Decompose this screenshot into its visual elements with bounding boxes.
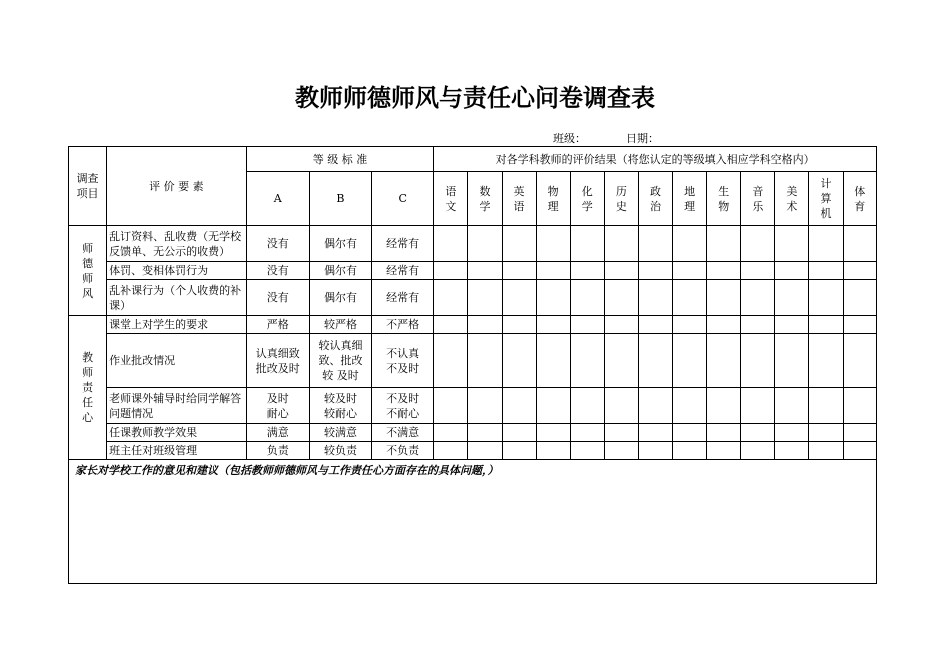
subject-header: 计 算 机 [809, 172, 843, 226]
rating-cell[interactable] [809, 424, 843, 442]
grade-b-header: B [309, 172, 371, 226]
rating-cell[interactable] [536, 334, 570, 388]
rating-cell[interactable] [741, 226, 775, 262]
rating-cell[interactable] [843, 388, 876, 424]
rating-cell[interactable] [673, 316, 707, 334]
header-subject-results: 对各学科教师的评价结果（将您认定的等级填入相应学科空格内） [434, 147, 877, 172]
rating-cell[interactable] [673, 442, 707, 460]
rating-cell[interactable] [809, 388, 843, 424]
rating-cell[interactable] [570, 334, 604, 388]
rating-cell[interactable] [434, 316, 468, 334]
rating-cell[interactable] [809, 262, 843, 280]
rating-cell[interactable] [809, 334, 843, 388]
row-fees [69, 226, 877, 262]
rating-cell[interactable] [775, 424, 809, 442]
rating-cell[interactable] [707, 262, 741, 280]
rating-cell[interactable] [434, 442, 468, 460]
rating-cell[interactable] [434, 388, 468, 424]
grade-a-text: 负责 [246, 442, 309, 460]
rating-cell[interactable] [775, 334, 809, 388]
rating-cell[interactable] [536, 226, 570, 262]
rating-cell[interactable] [502, 424, 536, 442]
rating-cell[interactable] [775, 262, 809, 280]
criteria-text: 乱补课行为（个人收费的补课） [107, 280, 247, 316]
subject-header: 物 理 [536, 172, 570, 226]
rating-cell[interactable] [604, 442, 638, 460]
rating-cell[interactable] [502, 334, 536, 388]
subject-header: 化 学 [570, 172, 604, 226]
rating-cell[interactable] [604, 280, 638, 316]
rating-cell[interactable] [638, 424, 672, 442]
rating-cell[interactable] [843, 334, 876, 388]
grade-c-text: 不负责 [372, 442, 434, 460]
rating-cell[interactable] [843, 316, 876, 334]
rating-cell[interactable] [707, 316, 741, 334]
row-private-tutoring [69, 280, 877, 316]
grade-c-header: C [372, 172, 434, 226]
rating-cell[interactable] [570, 316, 604, 334]
rating-cell[interactable] [673, 424, 707, 442]
grade-b-text: 较认真细 致、批改 较 及时 [309, 334, 371, 388]
rating-cell[interactable] [604, 388, 638, 424]
rating-cell[interactable] [638, 262, 672, 280]
rating-cell[interactable] [809, 280, 843, 316]
rating-cell[interactable] [604, 334, 638, 388]
row-after-class-tutoring [69, 388, 877, 424]
rating-cell[interactable] [536, 316, 570, 334]
rating-cell[interactable] [673, 226, 707, 262]
subject-header: 生 物 [707, 172, 741, 226]
rating-cell[interactable] [468, 226, 502, 262]
rating-cell[interactable] [741, 334, 775, 388]
rating-cell[interactable] [536, 280, 570, 316]
rating-cell[interactable] [741, 316, 775, 334]
rating-cell[interactable] [536, 424, 570, 442]
rating-cell[interactable] [843, 442, 876, 460]
rating-cell[interactable] [570, 424, 604, 442]
subject-header: 美 术 [775, 172, 809, 226]
criteria-text: 任课教师教学效果 [107, 424, 247, 442]
rating-cell[interactable] [707, 334, 741, 388]
grade-a-text: 没有 [246, 226, 309, 262]
survey-table [68, 146, 877, 584]
rating-cell[interactable] [536, 388, 570, 424]
grade-b-text: 较及时 较耐心 [309, 388, 371, 424]
rating-cell[interactable] [843, 280, 876, 316]
rating-cell[interactable] [775, 316, 809, 334]
subject-header: 英 语 [502, 172, 536, 226]
rating-cell[interactable] [502, 280, 536, 316]
subject-header: 地 理 [673, 172, 707, 226]
rating-cell[interactable] [570, 280, 604, 316]
page-title: 教师师德师风与责任心问卷调查表 [295, 84, 655, 112]
feedback-row [69, 460, 877, 584]
rating-cell[interactable] [638, 226, 672, 262]
rating-cell[interactable] [707, 442, 741, 460]
rating-cell[interactable] [843, 226, 876, 262]
rating-cell[interactable] [775, 280, 809, 316]
rating-cell[interactable] [707, 280, 741, 316]
rating-cell[interactable] [741, 442, 775, 460]
feedback-prompt: 家长对学校工作的意见和建议（包括教师师德师风与工作责任心方面存在的具体问题，） [75, 464, 499, 477]
grade-b-text: 较负责 [309, 442, 371, 460]
rating-cell[interactable] [809, 226, 843, 262]
rating-cell[interactable] [638, 280, 672, 316]
rating-cell[interactable] [741, 424, 775, 442]
grade-c-text: 经常有 [372, 280, 434, 316]
category-responsibility: 教 师 责 任 心 [69, 316, 107, 460]
rating-cell[interactable] [604, 424, 638, 442]
rating-cell[interactable] [638, 316, 672, 334]
rating-cell[interactable] [468, 280, 502, 316]
grade-c-text: 经常有 [372, 262, 434, 280]
rating-cell[interactable] [570, 388, 604, 424]
row-teaching-effect [69, 424, 877, 442]
row-classroom-requirements [69, 316, 877, 334]
rating-cell[interactable] [809, 442, 843, 460]
rating-cell[interactable] [434, 424, 468, 442]
rating-cell[interactable] [468, 424, 502, 442]
subject-header: 音 乐 [741, 172, 775, 226]
rating-cell[interactable] [707, 424, 741, 442]
date-field [626, 130, 659, 146]
rating-cell[interactable] [570, 262, 604, 280]
grade-b-text: 偶尔有 [309, 280, 371, 316]
rating-cell[interactable] [741, 388, 775, 424]
rating-cell[interactable] [604, 226, 638, 262]
rating-cell[interactable] [673, 388, 707, 424]
criteria-text: 班主任对班级管理 [107, 442, 247, 460]
feedback-area[interactable] [69, 460, 877, 584]
subject-header: 语 文 [434, 172, 468, 226]
grade-a-header: A [246, 172, 309, 226]
category-ethics: 师 德 师 风 [69, 226, 107, 316]
criteria-text: 老师课外辅导时给同学解答问题情况 [107, 388, 247, 424]
criteria-text: 体罚、变相体罚行为 [107, 262, 247, 280]
class-label: 班级： [553, 132, 586, 145]
rating-cell[interactable] [638, 442, 672, 460]
header-grade-standard: 等 级 标 准 [246, 147, 434, 172]
rating-cell[interactable] [502, 226, 536, 262]
rating-cell[interactable] [638, 388, 672, 424]
rating-cell[interactable] [536, 262, 570, 280]
row-corporal-punishment [69, 262, 877, 280]
rating-cell[interactable] [468, 388, 502, 424]
rating-cell[interactable] [536, 442, 570, 460]
rating-cell[interactable] [468, 334, 502, 388]
grade-a-text: 严格 [246, 316, 309, 334]
criteria-text: 乱订资料、乱收费（无学校反馈单、无公示的收费） [107, 226, 247, 262]
grade-b-text: 偶尔有 [309, 262, 371, 280]
rating-cell[interactable] [673, 334, 707, 388]
rating-cell[interactable] [502, 388, 536, 424]
grade-a-text: 没有 [246, 262, 309, 280]
grade-b-text: 较严格 [309, 316, 371, 334]
rating-cell[interactable] [604, 316, 638, 334]
grade-a-text: 满意 [246, 424, 309, 442]
subject-header: 历 史 [604, 172, 638, 226]
grade-b-text: 较满意 [309, 424, 371, 442]
grade-a-text: 认真细致 批改及时 [246, 334, 309, 388]
subject-header: 数 学 [468, 172, 502, 226]
rating-cell[interactable] [434, 226, 468, 262]
rating-cell[interactable] [468, 262, 502, 280]
rating-cell[interactable] [502, 316, 536, 334]
grade-c-text: 经常有 [372, 226, 434, 262]
grade-c-text: 不及时 不耐心 [372, 388, 434, 424]
rating-cell[interactable] [707, 388, 741, 424]
rating-cell[interactable] [673, 262, 707, 280]
grade-c-text: 不满意 [372, 424, 434, 442]
rating-cell[interactable] [502, 262, 536, 280]
rating-cell[interactable] [673, 280, 707, 316]
rating-cell[interactable] [775, 442, 809, 460]
grade-c-text: 不认真 不及时 [372, 334, 434, 388]
subject-header: 体 育 [843, 172, 876, 226]
rating-cell[interactable] [604, 262, 638, 280]
rating-cell[interactable] [843, 262, 876, 280]
row-homework-grading [69, 334, 877, 388]
subject-header: 政 治 [638, 172, 672, 226]
criteria-text: 作业批改情况 [107, 334, 247, 388]
row-class-management [69, 442, 877, 460]
header-survey-item: 调查 项目 [69, 147, 107, 226]
grade-b-text: 偶尔有 [309, 226, 371, 262]
rating-cell[interactable] [468, 316, 502, 334]
header-criteria: 评 价 要 素 [107, 147, 247, 226]
rating-cell[interactable] [468, 442, 502, 460]
rating-cell[interactable] [843, 424, 876, 442]
grade-a-text: 没有 [246, 280, 309, 316]
rating-cell[interactable] [570, 226, 604, 262]
rating-cell[interactable] [434, 262, 468, 280]
grade-a-text: 及时 耐心 [246, 388, 309, 424]
criteria-text: 课堂上对学生的要求 [107, 316, 247, 334]
rating-cell[interactable] [741, 280, 775, 316]
rating-cell[interactable] [434, 334, 468, 388]
rating-cell[interactable] [570, 442, 604, 460]
rating-cell[interactable] [775, 388, 809, 424]
rating-cell[interactable] [741, 262, 775, 280]
rating-cell[interactable] [434, 280, 468, 316]
date-label: 日期： [626, 132, 659, 145]
class-field [553, 130, 586, 146]
rating-cell[interactable] [775, 226, 809, 262]
grade-c-text: 不严格 [372, 316, 434, 334]
rating-cell[interactable] [809, 316, 843, 334]
rating-cell[interactable] [638, 334, 672, 388]
rating-cell[interactable] [707, 226, 741, 262]
rating-cell[interactable] [502, 442, 536, 460]
